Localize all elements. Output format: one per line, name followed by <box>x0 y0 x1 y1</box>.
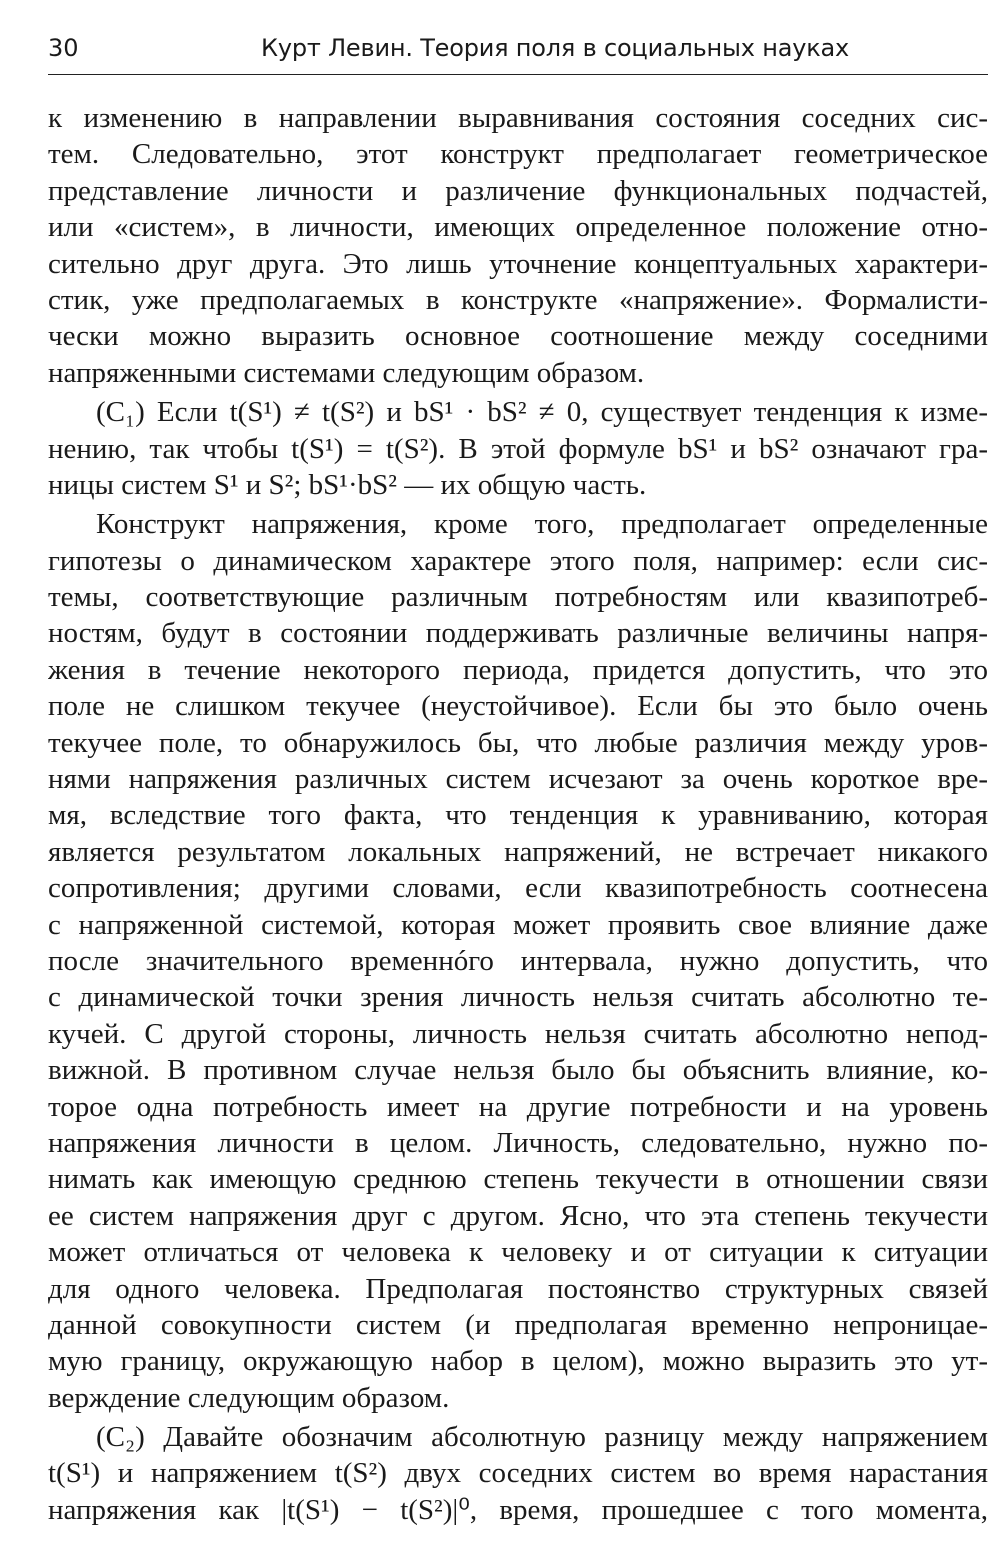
text-line: мя, вследствие того факта, что тенденция к уравниванию, которая <box>48 799 988 832</box>
text-line: (C₁) Если t(S¹) ≠ t(S²) и bS¹ · bS² ≠ 0, существует тенденция к изме- <box>96 396 988 429</box>
body-text <box>48 100 988 1528</box>
text-line: данной совокупности систем (и предполагая временно непроницае- <box>48 1308 988 1341</box>
text-line: после значительного временнóго интервала, нужно допустить, что <box>48 944 988 977</box>
text-line: (C₂) Давайте обозначим абсолютную разницу между напряжением <box>96 1421 988 1454</box>
text-line: нимать как имеющую среднюю степень текучести в отношении связи <box>48 1163 988 1196</box>
text-line: ницы систем S¹ и S²; bS¹·bS² — их общую часть. <box>48 468 647 501</box>
text-line: тем. Следовательно, этот конструкт предполагает геометрическое <box>48 138 988 171</box>
text-line: t(S¹) и напряжением t(S²) двух соседних систем во время нарастания <box>48 1457 988 1490</box>
text-line: к изменению в направлении выравнивания состояния соседних сис- <box>48 102 988 134</box>
text-line: может отличаться от человека к человеку и от ситуации к ситуации <box>48 1236 988 1269</box>
text-line: ее систем напряжения друг с другом. Ясно, что эта степень текучести <box>48 1199 988 1232</box>
text-line: напряжения личности в целом. Личность, следовательно, нужно по- <box>48 1126 988 1159</box>
text-line: сительно друг друга. Это лишь уточнение концептуальных характери- <box>48 247 988 280</box>
text-line: напряжения как |t(S¹) − t(S²)|⁰, время, прошедшее с того момента, <box>48 1493 988 1526</box>
text-line: верждение следующим образом. <box>48 1381 450 1414</box>
text-line: вижной. В противном случае нельзя было бы объяснить влияние, ко- <box>48 1054 988 1087</box>
text-line: с напряженной системой, которая может проявить свое влияние даже <box>48 908 988 941</box>
text-line: гипотезы о динамическом характере этого поля, например: если сис- <box>48 544 988 577</box>
text-line: нями напряжения различных систем исчезают за очень короткое вре- <box>48 763 988 796</box>
text-line: жения в течение некоторого периода, придется допустить, что это <box>48 653 988 686</box>
text-line: ностям, будут в состоянии поддерживать различные величины напря- <box>48 617 988 650</box>
page-header <box>48 34 988 75</box>
page-number: 30 <box>48 34 79 62</box>
text-line: текучее поле, то обнаружилось бы, что любые различия между уров- <box>48 726 988 759</box>
text-line: поле не слишком текучее (неустойчивое). Если бы это было очень <box>48 690 988 723</box>
text-line: стик, уже предполагаемых в конструкте «напряжение». Формалисти- <box>48 283 988 316</box>
text-line: является результатом локальных напряжений, не встречает никакого <box>48 835 988 868</box>
text-line: с динамической точки зрения личность нельзя считать абсолютно те- <box>48 981 988 1014</box>
text-line: для одного человека. Предполагая постоянство структурных связей <box>48 1272 988 1305</box>
text-line: торое одна потребность имеет на другие потребности и на уровень <box>48 1090 988 1123</box>
text-line: нению, так чтобы t(S¹) = t(S²). В этой формуле bS¹ и bS² означают гра- <box>48 432 988 465</box>
text-line: кучей. С другой стороны, личность нельзя считать абсолютно непод- <box>48 1017 988 1050</box>
text-line: представление личности и различение функциональных подчастей, <box>48 174 988 207</box>
text-line: или «систем», в личности, имеющих определенное положение отно- <box>48 211 988 244</box>
text-line: напряженными системами следующим образом. <box>48 356 645 389</box>
text-line: чески можно выразить основное соотношение между соседними <box>48 320 988 353</box>
text-line: темы, соответствующие различным потребностям или квазипотреб- <box>48 581 988 614</box>
text-line: сопротивления; другими словами, если квазипотребность соотнесена <box>48 872 988 905</box>
text-line: мую границу, окружающую набор в целом), можно выразить это ут- <box>48 1345 988 1378</box>
running-title: Курт Левин. Теория поля в социальных науках <box>261 34 850 62</box>
text-line: Конструкт напряжения, кроме того, предполагает определенные <box>96 508 988 541</box>
